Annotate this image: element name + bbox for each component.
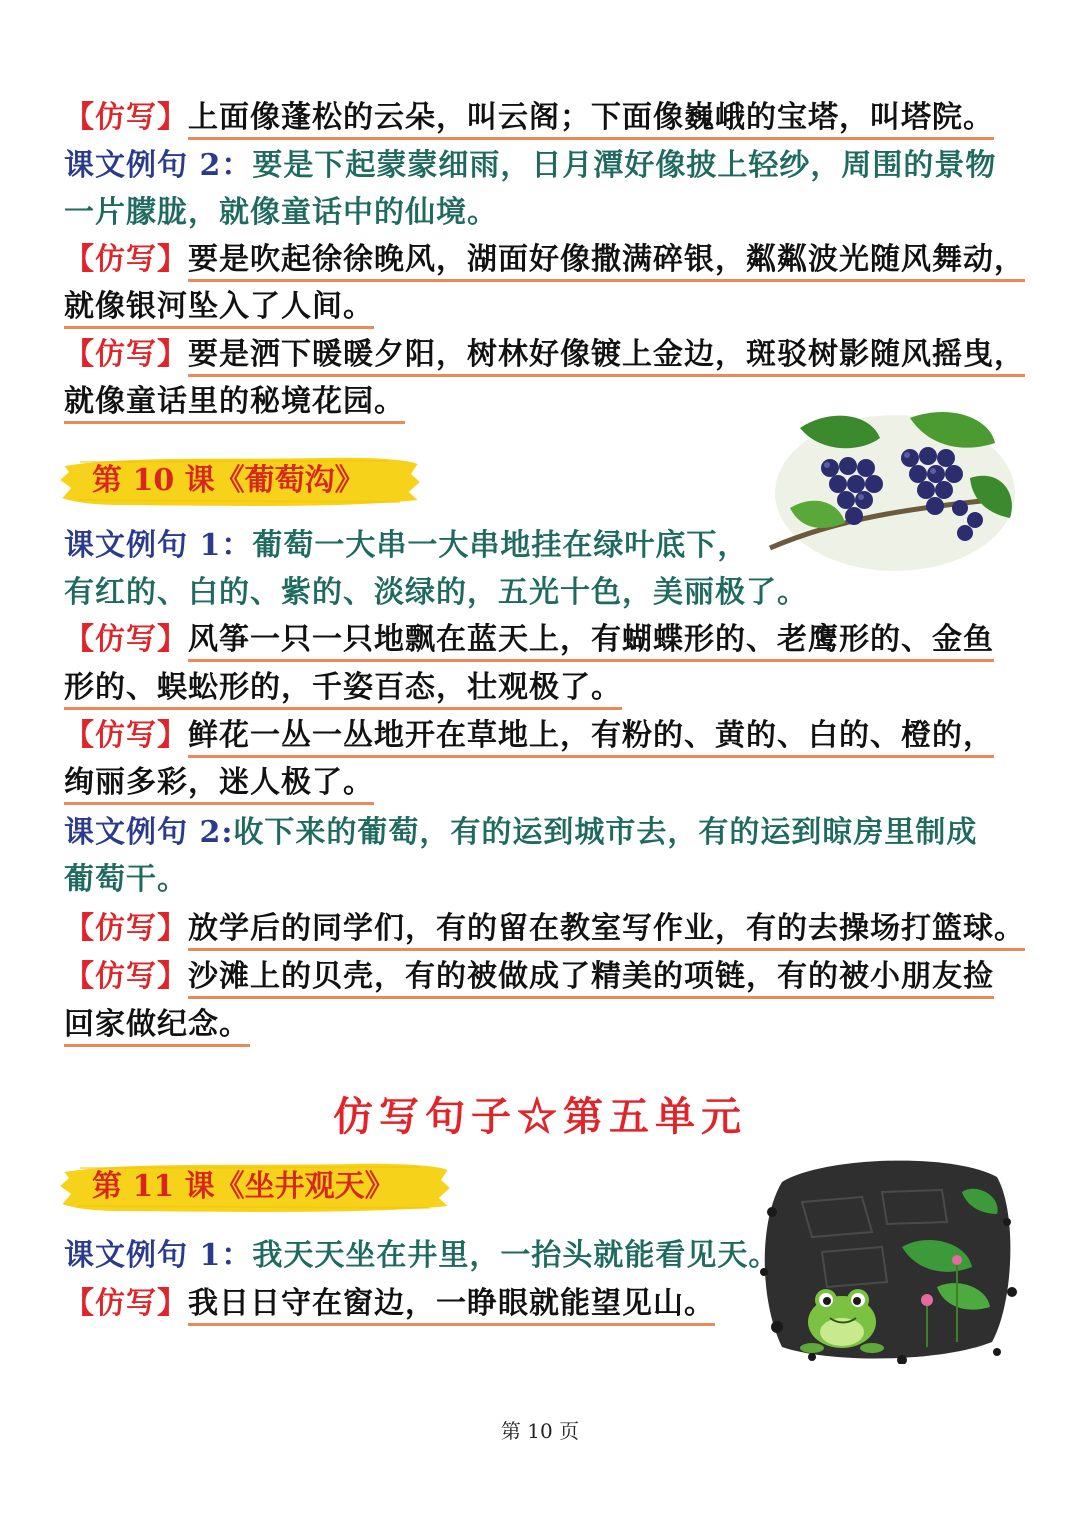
example-text: 一片朦胧，就像童话中的仙境。 — [64, 195, 498, 230]
imitation-line — [64, 617, 994, 663]
example-line — [64, 190, 498, 236]
imitation-line — [64, 760, 374, 806]
example-line — [64, 143, 996, 189]
page-number: 第 10 页 — [500, 1419, 580, 1443]
imitation-line — [64, 332, 1025, 378]
imitation-line — [64, 237, 1025, 283]
imitation-line — [64, 906, 1025, 952]
imitation-line — [64, 665, 622, 711]
lesson-banner — [58, 452, 422, 510]
example-text: 我天天坐在井里，一抬头就能看见天。 — [252, 1238, 780, 1273]
imitation-line — [64, 284, 374, 330]
example-label: 课文例句 2： — [64, 148, 253, 183]
imitation-tag: 【仿写】 — [64, 1286, 188, 1321]
imitation-text: 上面像蓬松的云朵，叫云阁；下面像巍峨的宝塔，叫塔院。 — [188, 100, 994, 140]
imitation-text: 放学后的同学们，有的留在教室写作业，有的去操场打篮球。 — [188, 911, 1025, 951]
imitation-tag: 【仿写】 — [64, 959, 188, 994]
grape-illustration-icon — [760, 398, 1020, 578]
imitation-tag: 【仿写】 — [64, 242, 188, 277]
imitation-line — [64, 1002, 250, 1048]
example-line — [64, 523, 748, 569]
imitation-line — [64, 379, 405, 425]
example-line — [64, 1233, 779, 1279]
frog-well-illustration-icon — [752, 1152, 1020, 1364]
lesson-title: 第 10 课《葡萄沟》 — [92, 463, 365, 498]
imitation-text: 要是洒下暖暖夕阳，树林好像镀上金边，斑驳树影随风摇曳， — [188, 337, 1025, 377]
example-label: 课文例句 1： — [64, 1238, 253, 1273]
example-text: 收下来的葡萄，有的运到城市去，有的运到晾房里制成 — [233, 815, 978, 850]
lesson-banner — [58, 1158, 452, 1216]
imitation-tag: 【仿写】 — [64, 718, 188, 753]
imitation-text: 要是吹起徐徐晚风，湖面好像撒满碎银，粼粼波光随风舞动， — [188, 242, 1025, 282]
imitation-tag: 【仿写】 — [64, 100, 188, 135]
imitation-line — [64, 954, 994, 1000]
imitation-line — [64, 1281, 715, 1327]
imitation-text: 沙滩上的贝壳，有的被做成了精美的项链，有的被小朋友捡 — [188, 959, 994, 999]
imitation-line — [64, 95, 994, 141]
example-line — [64, 857, 188, 903]
unit-title: 仿写句子☆第五单元 — [333, 1093, 747, 1140]
lesson-title: 第 11 课《坐井观天》 — [92, 1169, 395, 1204]
example-text: 葡萄干。 — [64, 862, 188, 897]
example-text: 要是下起蒙蒙细雨，日月潭好像披上轻纱，周围的景物 — [252, 148, 997, 183]
imitation-line — [64, 713, 994, 759]
imitation-text: 我日日守在窗边，一睁眼就能望见山。 — [188, 1286, 715, 1326]
imitation-tag: 【仿写】 — [64, 911, 188, 946]
example-line — [64, 570, 808, 616]
imitation-text: 就像童话里的秘境花园。 — [64, 384, 405, 424]
imitation-text: 风筝一只一只地飘在蓝天上，有蝴蝶形的、老鹰形的、金鱼 — [188, 622, 994, 662]
example-text: 葡萄一大串一大串地挂在绿叶底下， — [252, 528, 749, 563]
imitation-tag: 【仿写】 — [64, 622, 188, 657]
imitation-text: 鲜花一丛一丛地开在草地上，有粉的、黄的、白的、橙的， — [188, 718, 994, 758]
imitation-text: 就像银河坠入了人间。 — [64, 289, 374, 329]
imitation-text: 绚丽多彩，迷人极了。 — [64, 765, 374, 805]
imitation-text: 形的、蜈蚣形的，千姿百态，壮观极了。 — [64, 670, 622, 710]
example-label: 课文例句 1： — [64, 528, 253, 563]
example-text: 有红的、白的、紫的、淡绿的，五光十色，美丽极了。 — [64, 575, 808, 610]
example-label: 课文例句 2: — [64, 815, 234, 850]
example-line — [64, 810, 977, 856]
imitation-tag: 【仿写】 — [64, 337, 188, 372]
imitation-text: 回家做纪念。 — [64, 1007, 250, 1047]
